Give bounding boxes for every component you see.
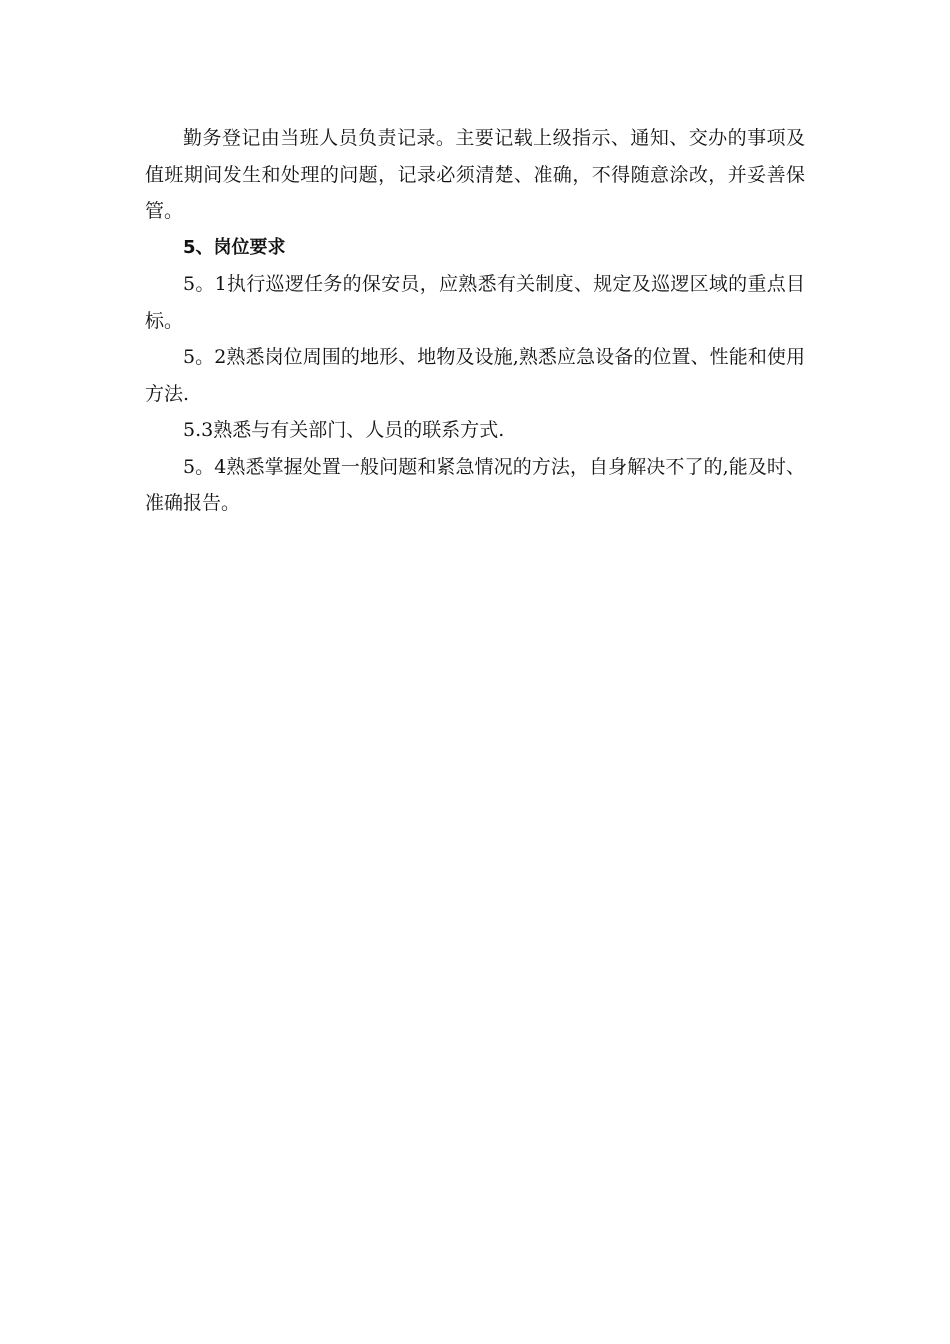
paragraph-item-5-1: 5。1执行巡逻任务的保安员，应熟悉有关制度、规定及巡逻区域的重点目标。 [145,273,805,332]
section-heading: 5、岗位要求 [183,236,286,258]
paragraph-duty-record: 勤务登记由当班人员负责记录。主要记载上级指示、通知、交办的事项及值班期间发生和处理的问题，记录必须清楚、准确，不得随意涂改，并妥善保管。 [145,127,805,222]
document-body [145,120,805,522]
paragraph-item-5-4: 5。4熟悉掌握处置一般问题和紧急情况的方法，自身解决不了的,能及时、准确报告。 [145,455,805,514]
paragraph-item-5-3: 5.3熟悉与有关部门、人员的联系方式. [183,419,505,441]
paragraph-item-5-2: 5。2熟悉岗位周围的地形、地物及设施,熟悉应急设备的位置、性能和使用方法. [145,346,805,405]
